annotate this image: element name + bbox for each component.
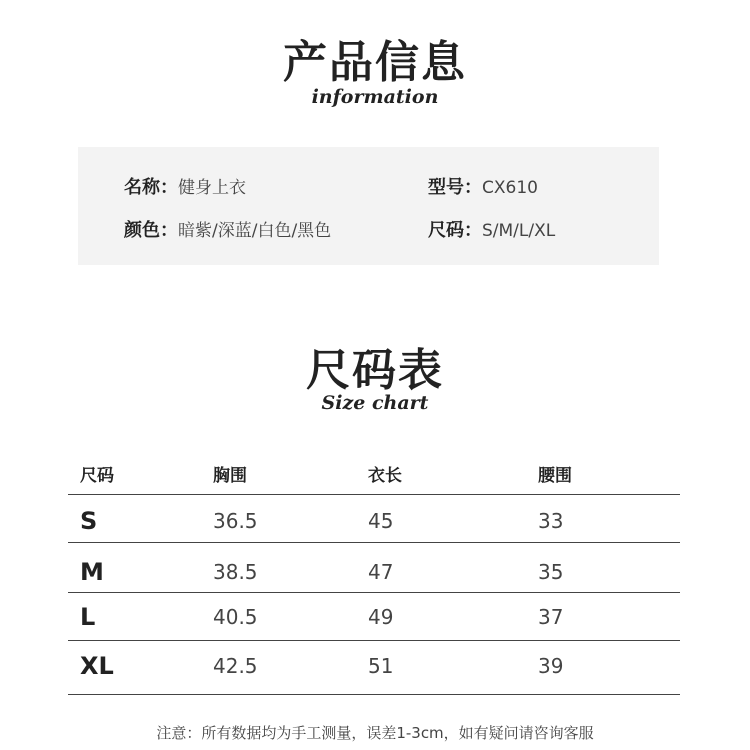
cell-size: S <box>80 507 98 535</box>
cell-waist: 33 <box>538 509 564 533</box>
color-label: 颜色： <box>124 220 178 241</box>
cell-size: XL <box>80 652 114 680</box>
table-row <box>68 642 680 690</box>
table-row <box>68 593 680 641</box>
cell-chest: 36.5 <box>213 509 258 533</box>
info-section-title: 产品信息 <box>283 37 467 88</box>
cell-length: 45 <box>368 509 394 533</box>
cell-length: 51 <box>368 654 394 678</box>
header-waist: 腰围 <box>538 465 572 486</box>
header-chest: 胸围 <box>213 465 247 486</box>
cell-size: L <box>80 603 96 631</box>
model-value: CX610 <box>482 178 538 198</box>
table-row <box>68 548 680 596</box>
cell-length: 47 <box>368 560 394 584</box>
cell-chest: 42.5 <box>213 654 258 678</box>
cell-waist: 39 <box>538 654 564 678</box>
info-section-subtitle: information <box>311 86 439 108</box>
table-divider <box>68 694 680 695</box>
size-field <box>428 216 555 242</box>
product-info-panel <box>78 147 659 265</box>
cell-size: M <box>80 558 104 586</box>
table-header-row <box>68 452 680 494</box>
color-field <box>124 216 331 242</box>
cell-waist: 35 <box>538 560 564 584</box>
name-value: 健身上衣 <box>178 178 246 198</box>
model-label: 型号： <box>428 177 482 198</box>
size-label: 尺码： <box>428 220 482 241</box>
table-row <box>68 497 680 545</box>
model-field <box>428 173 538 199</box>
color-value: 暗紫/深蓝/白色/黑色 <box>178 221 332 241</box>
cell-chest: 38.5 <box>213 560 258 584</box>
name-label: 名称： <box>124 177 178 198</box>
cell-chest: 40.5 <box>213 605 258 629</box>
size-value: S/M/L/XL <box>482 221 556 241</box>
cell-waist: 37 <box>538 605 564 629</box>
table-divider <box>68 494 680 495</box>
size-chart-subtitle: Size chart <box>321 392 429 414</box>
header-size: 尺码 <box>80 465 114 486</box>
cell-length: 49 <box>368 605 394 629</box>
size-chart-title: 尺码表 <box>306 345 444 396</box>
table-divider <box>68 640 680 641</box>
header-length: 衣长 <box>368 465 402 486</box>
name-field <box>124 173 246 199</box>
measurement-note: 注意：所有数据均为手工测量，误差1-3cm，如有疑问请咨询客服 <box>156 724 594 742</box>
table-divider <box>68 542 680 543</box>
